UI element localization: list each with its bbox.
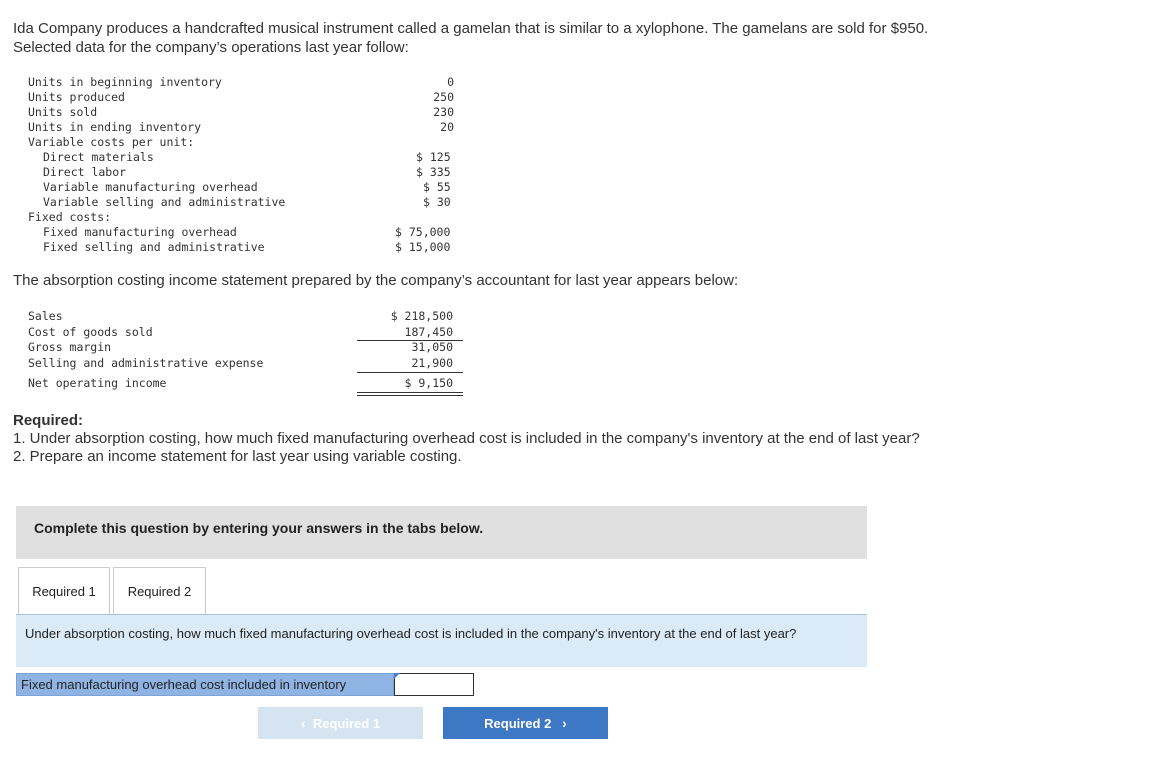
data-row-value: $ 15,000 — [395, 240, 451, 254]
data-row-value: 250 — [433, 90, 454, 104]
income-row-value: 21,900 — [411, 356, 453, 370]
intro-text: Ida Company produces a handcrafted musical instrument called a gamelan that is similar to a xylophone. The gamelans are sold for $950. Selected data for the company’s operations last year follow: — [13, 20, 929, 56]
income-row-value: $ 218,500 — [390, 309, 453, 323]
required-heading: Required: — [13, 412, 84, 429]
income-row-value: 31,050 — [411, 340, 453, 354]
subtotal-rule — [357, 372, 463, 373]
previous-button-label: Required 1 — [312, 716, 381, 731]
data-row-value: $ 30 — [423, 195, 451, 209]
data-row-value: $ 55 — [423, 180, 451, 194]
subtotal-rule — [357, 340, 463, 341]
data-row-label: Direct labor — [43, 165, 127, 179]
income-row-value: 187,450 — [404, 325, 453, 339]
question-box — [16, 614, 867, 667]
data-row-value: 0 — [447, 75, 454, 89]
data-row-label: Variable costs per unit: — [28, 135, 195, 149]
data-row-value: $ 335 — [416, 165, 451, 179]
total-rule — [357, 395, 463, 396]
data-row-label: Units sold — [28, 105, 98, 119]
income-row-label: Net operating income — [28, 376, 167, 390]
data-row-value: $ 75,000 — [395, 225, 451, 239]
chevron-right-icon: › — [562, 715, 567, 731]
income-row-label: Cost of goods sold — [28, 325, 153, 339]
data-row-label: Fixed manufacturing overhead — [43, 225, 237, 239]
tab-required-2[interactable]: Required 2 — [113, 567, 206, 614]
fixed-overhead-inventory-input[interactable] — [394, 673, 474, 696]
required-item-1: 1. Under absorption costing, how much fixed manufacturing overhead cost is included in the company's inventory at the end of last year? — [13, 430, 920, 447]
data-row-label: Variable selling and administrative — [43, 195, 286, 209]
total-rule — [357, 392, 463, 393]
income-row-label: Sales — [28, 309, 63, 323]
income-row-label: Gross margin — [28, 340, 112, 354]
required-item-2: 2. Prepare an income statement for last year using variable costing. — [13, 448, 462, 465]
data-row-label: Fixed costs: — [28, 210, 112, 224]
tab-required-1[interactable]: Required 1 — [18, 567, 110, 614]
question-text: Under absorption costing, how much fixed manufacturing overhead cost is included in the company's inventory at the end of last year? — [25, 626, 797, 641]
data-row-label: Units produced — [28, 90, 125, 104]
required-list — [13, 430, 953, 466]
data-row-label: Direct materials — [43, 150, 154, 164]
income-row-label: Selling and administrative expense — [28, 356, 264, 370]
next-button[interactable] — [443, 707, 608, 739]
instruction-banner — [16, 506, 867, 559]
data-row-value: 230 — [433, 105, 454, 119]
income-row-value: $ 9,150 — [404, 376, 453, 390]
next-button-label: Required 2 — [484, 716, 552, 731]
instruction-text: Complete this question by entering your answers in the tabs below. — [34, 520, 484, 536]
input-marker-icon — [394, 673, 400, 679]
data-row-label: Units in beginning inventory — [28, 75, 222, 89]
data-row-label: Units in ending inventory — [28, 120, 202, 134]
absorption-intro-text: The absorption costing income statement prepared by the company’s accountant for last year appears below: — [13, 272, 739, 289]
data-row-value: 20 — [440, 120, 454, 134]
chevron-left-icon: ‹ — [300, 715, 306, 731]
previous-button[interactable] — [258, 707, 423, 739]
data-row-label: Variable manufacturing overhead — [43, 180, 258, 194]
data-row-value: $ 125 — [416, 150, 451, 164]
answer-label: Fixed manufacturing overhead cost included in inventory — [16, 673, 394, 696]
data-row-label: Fixed selling and administrative — [43, 240, 265, 254]
